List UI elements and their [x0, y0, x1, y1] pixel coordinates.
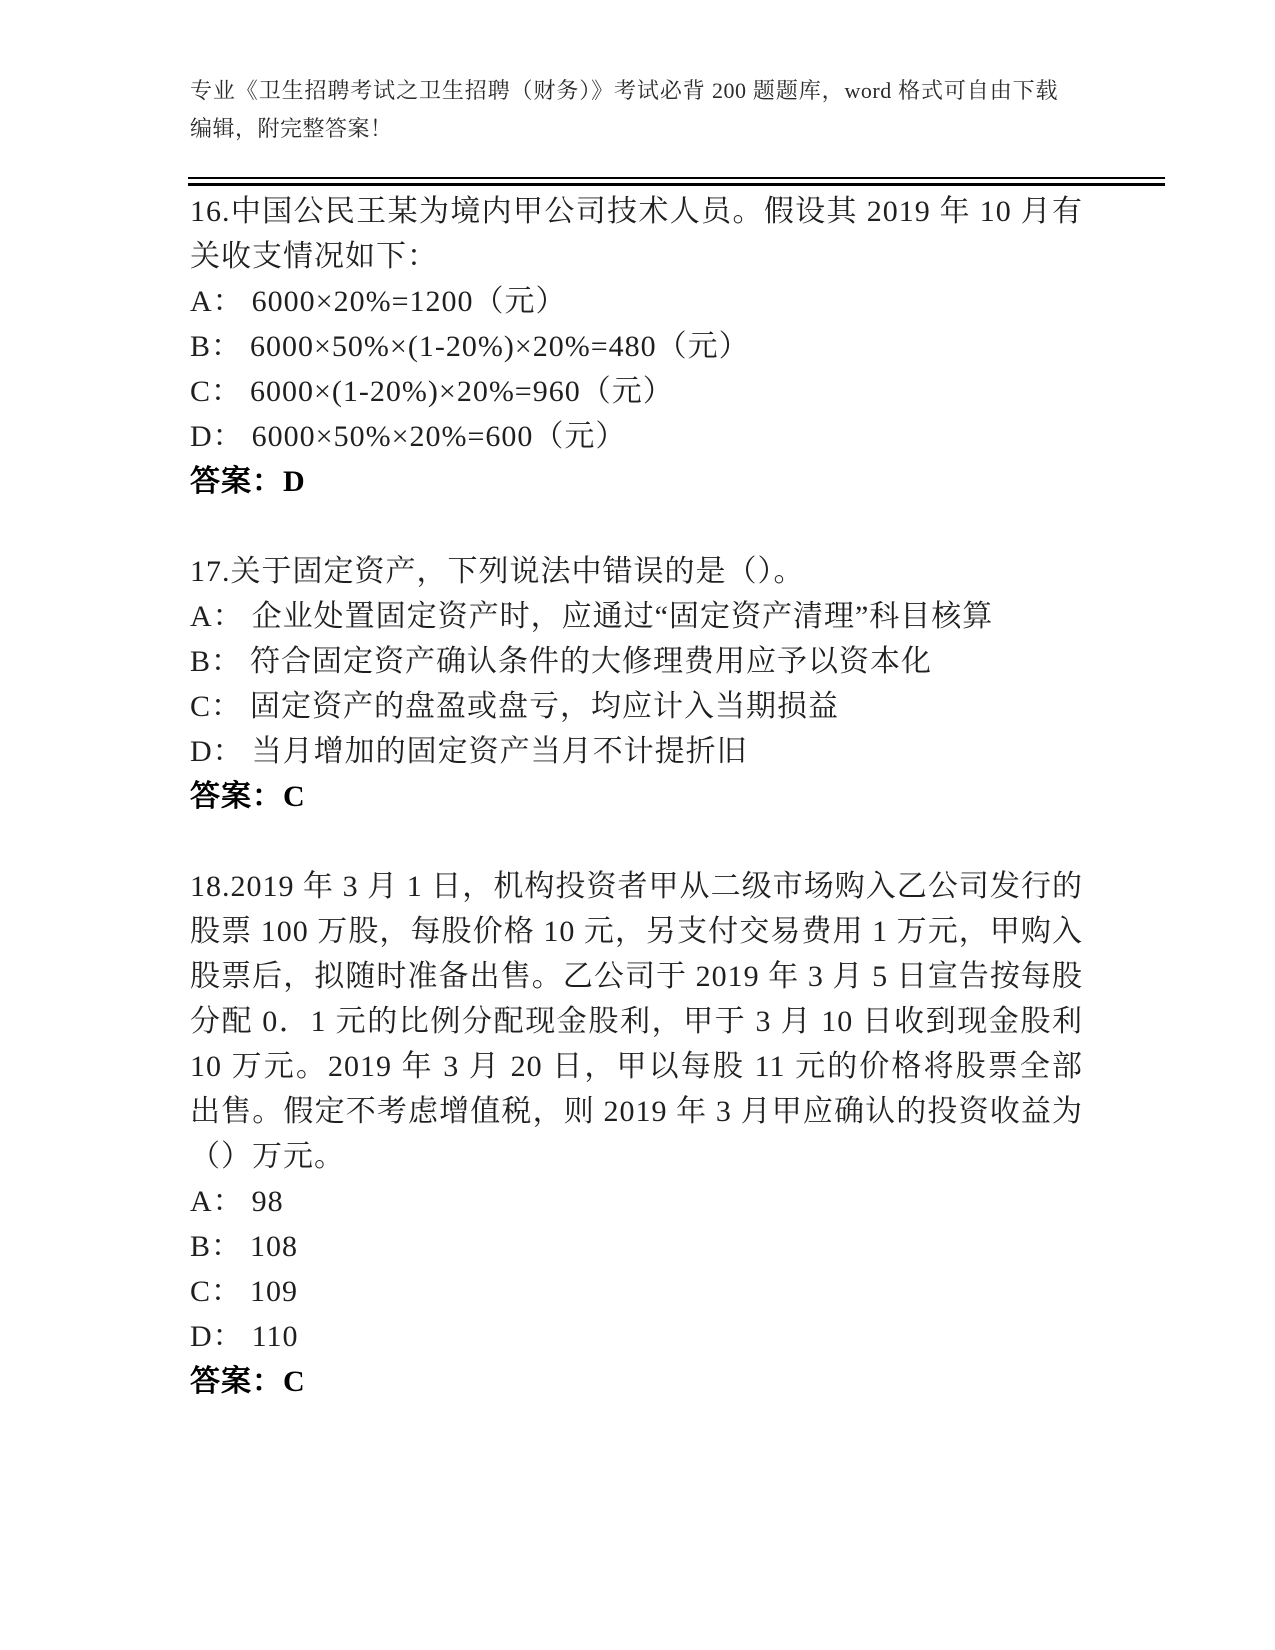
option-text: 符合固定资产确认条件的大修理费用应予以资本化	[250, 645, 933, 678]
answer-line: 答案：C	[190, 780, 306, 813]
option-row-c	[190, 684, 1083, 729]
option-label: D：	[190, 420, 244, 453]
option-row-a	[190, 1179, 1083, 1224]
option-text: 108	[250, 1230, 299, 1263]
option-text: 6000×50%×20%=600（元）	[251, 420, 627, 453]
option-row-d	[190, 729, 1083, 774]
option-row-c	[190, 1269, 1083, 1314]
document-header-text: 专业《卫生招聘考试之卫生招聘（财务）》考试必背 200 题题库，word 格式可自由下载编辑，附完整答案！	[190, 78, 1058, 141]
option-label: A：	[190, 1185, 244, 1218]
answer-line: 答案：C	[190, 1365, 306, 1398]
question-text: 16.中国公民王某为境内甲公司技术人员。假设其 2019 年 10 月有关收支情况如下：	[190, 195, 1083, 273]
option-label: D：	[190, 735, 244, 768]
option-row-c	[190, 369, 1083, 414]
question-block-17	[190, 549, 1083, 819]
option-label: B：	[190, 1230, 243, 1263]
option-row-b	[190, 1224, 1083, 1269]
option-text: 当月增加的固定资产当月不计提折旧	[251, 735, 748, 768]
option-text: 企业处置固定资产时，应通过“固定资产清理”科目核算	[251, 600, 994, 633]
question-text: 18.2019 年 3 月 1 日，机构投资者甲从二级市场购入乙公司发行的股票 100 万股，每股价格 10 元，另支付交易费用 1 万元，甲购入股票后，拟随时准备出售。乙公司于 2019 年 3 月 5 日宣告按每股分配 0．1 元的比例分配现金股利，甲于 3 月 10 日收到现金股利 10 万元。2019 年 3 月 20 日，甲以每股 11 元的价格将股票全部出售。假定不考虑增值税，则 2019 年 3 月甲应确认的投资收益为（）万元。	[190, 870, 1083, 1173]
option-row-a	[190, 279, 1083, 324]
option-text: 98	[251, 1185, 284, 1218]
option-text: 6000×50%×(1-20%)×20%=480（元）	[250, 330, 750, 363]
option-text: 6000×(1-20%)×20%=960（元）	[250, 375, 674, 408]
option-row-d	[190, 414, 1083, 459]
option-row-b	[190, 324, 1083, 369]
option-label: B：	[190, 330, 243, 363]
header-divider	[188, 177, 1165, 186]
option-label: A：	[190, 600, 244, 633]
option-row-b	[190, 639, 1083, 684]
option-text: 6000×20%=1200（元）	[251, 285, 567, 318]
question-block-16	[190, 189, 1083, 504]
option-text: 109	[250, 1275, 299, 1308]
option-label: D：	[190, 1320, 244, 1353]
option-label: C：	[190, 690, 243, 723]
question-text: 17.关于固定资产，下列说法中错误的是（）。	[190, 555, 805, 588]
option-text: 110	[251, 1320, 299, 1353]
option-label: A：	[190, 285, 244, 318]
option-text: 固定资产的盘盈或盘亏，均应计入当期损益	[250, 690, 840, 723]
option-label: C：	[190, 1275, 243, 1308]
questions-content	[190, 189, 1083, 1404]
option-row-d	[190, 1314, 1083, 1359]
option-label: B：	[190, 645, 243, 678]
answer-line: 答案：D	[190, 465, 306, 498]
option-label: C：	[190, 375, 243, 408]
option-row-a	[190, 594, 1083, 639]
question-block-18	[190, 864, 1083, 1404]
